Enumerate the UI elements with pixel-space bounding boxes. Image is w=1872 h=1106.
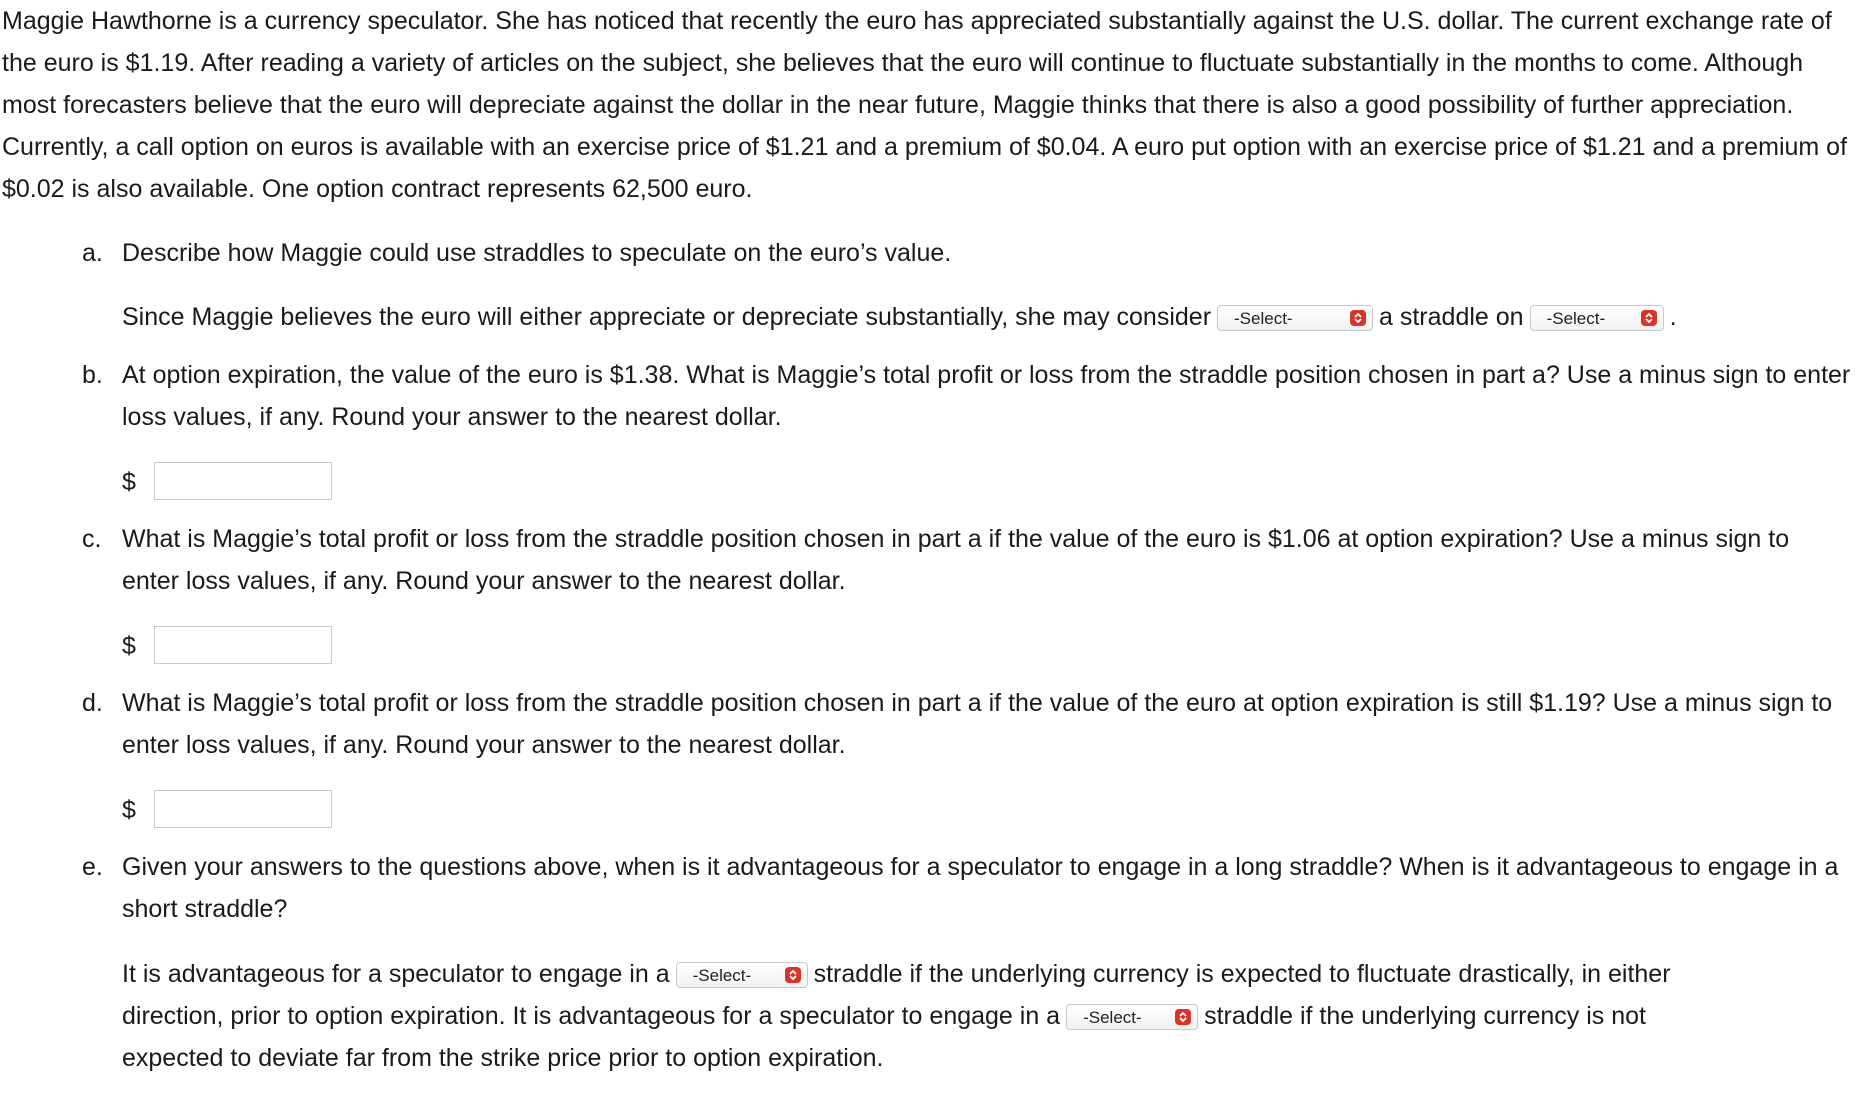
answer-text: Since Maggie believes the euro will either appreciate or depreciate substantially, she may consider xyxy=(122,303,1212,331)
answer-text: direction, prior to option expiration. It is advantageous for a speculator to engage in a xyxy=(122,1002,1061,1030)
dollar-sign: $ xyxy=(122,796,136,824)
question-text: At option expiration, the value of the euro is $1.38. What is Maggie’s total profit or loss from the straddle position chosen in part a? Use a minus sign to enter loss values, if any. Round your answer to the nearest dollar. xyxy=(122,361,1851,431)
chevron-updown-icon xyxy=(785,967,801,983)
question-letter: c. xyxy=(82,525,102,553)
answer-end: . xyxy=(1669,303,1677,331)
answer-b-input[interactable] xyxy=(154,462,332,500)
question-text: What is Maggie’s total profit or loss from the straddle position chosen in part a if the value of the euro at option expiration is still $1.19? Use a minus sign to enter loss values, if any. Round your answer to the nearest dollar. xyxy=(122,689,1833,759)
question-letter: b. xyxy=(82,361,103,389)
answer-text: a straddle on xyxy=(1379,303,1524,331)
select-e1-dropdown[interactable] xyxy=(676,962,808,988)
question-text: Describe how Maggie could use straddles to speculate on the euro’s value. xyxy=(122,239,952,267)
answer-text: expected to deviate far from the strike price prior to option expiration. xyxy=(122,1044,884,1072)
question-letter: d. xyxy=(82,689,103,717)
select-e2-dropdown[interactable] xyxy=(1066,1004,1198,1030)
dollar-sign: $ xyxy=(122,468,136,496)
answer-e-line1 xyxy=(122,953,1671,995)
answer-d-input[interactable] xyxy=(154,790,332,828)
select-label: -Select- xyxy=(1546,309,1606,329)
dollar-sign: $ xyxy=(122,632,136,660)
answer-e-line2 xyxy=(122,995,1646,1037)
select-label: -Select- xyxy=(1083,1008,1142,1028)
answer-a xyxy=(122,296,1677,338)
question-text: What is Maggie’s total profit or loss from the straddle position chosen in part a if the value of the euro is $1.06 at option expiration? Use a minus sign to enter loss values, if any. Round your answer to the nearest dollar. xyxy=(122,525,1790,595)
chevron-updown-icon xyxy=(1350,310,1366,326)
answer-c-input[interactable] xyxy=(154,626,332,664)
question-letter: a. xyxy=(82,239,103,267)
answer-e-line3 xyxy=(122,1037,884,1079)
problem-intro: Maggie Hawthorne is a currency speculator. She has noticed that recently the euro has appreciated substantially against the U.S. dollar. The current exchange rate of the euro is $1.19. After reading a variety of articles on the subject, she believes that the euro will continue to fluctuate substantially in the months to come. Although most forecasters believe that the euro will depreciate against the dollar in the near future, Maggie thinks that there is also a good possibility of further appreciation. Currently, a call option on euros is available with an exercise price of $1.21 and a premium of $0.04. A euro put option with an exercise price of $1.21 and a premium of $0.02 is also available. One option contract represents 62,500 euro. xyxy=(2,7,1848,203)
question-letter: e. xyxy=(82,853,103,881)
chevron-updown-icon xyxy=(1175,1009,1191,1025)
select-label: -Select- xyxy=(1234,309,1293,329)
question-text: Given your answers to the questions above, when is it advantageous for a speculator to engage in a long straddle? When is it advantageous to engage in a short straddle? xyxy=(122,853,1839,923)
answer-text: straddle if the underlying currency is expected to fluctuate drastically, in either xyxy=(813,960,1671,988)
answer-text: straddle if the underlying currency is not xyxy=(1204,1002,1646,1030)
answer-text: It is advantageous for a speculator to engage in a xyxy=(122,960,670,988)
select-a2-dropdown[interactable] xyxy=(1530,305,1664,331)
select-label: -Select- xyxy=(692,966,752,986)
select-a1-dropdown[interactable] xyxy=(1217,305,1373,331)
chevron-updown-icon xyxy=(1641,310,1657,326)
